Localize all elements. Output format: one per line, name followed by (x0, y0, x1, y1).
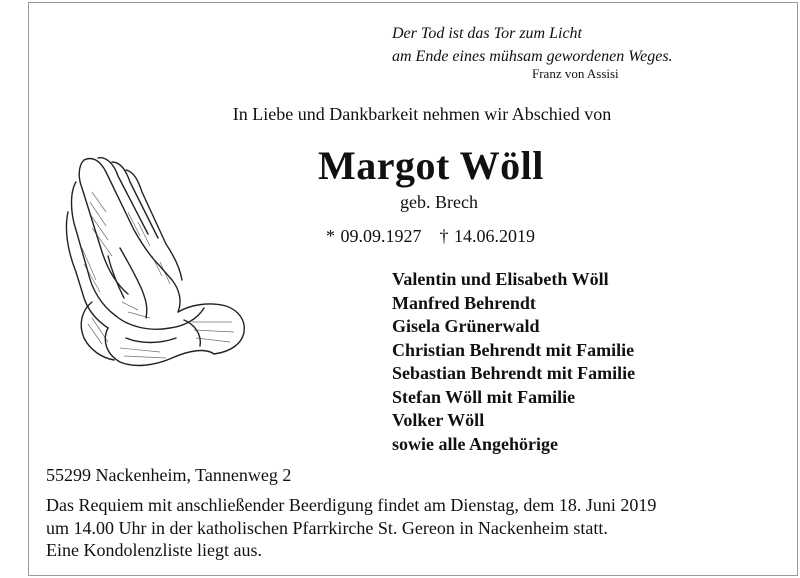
mourner-5: Sebastian Behrendt mit Familie (392, 363, 636, 383)
mourner-6: Stefan Wöll mit Familie (392, 386, 576, 407)
mourner-4: Christian Behrendt mit Familie (392, 339, 635, 360)
mourners-list (392, 268, 635, 456)
praying-hands-icon (62, 152, 250, 370)
notice-line-1: Das Requiem mit anschließender Beerdigung findet am Dienstag, dem 18. Juni 2019 (46, 495, 657, 515)
mourner-8: sowie alle Angehörige (392, 433, 558, 454)
funeral-notice (46, 494, 786, 562)
notice-line-2: um 14.00 Uhr in der katholischen Pfarrkirche St. Gereon in Nackenheim statt. (46, 517, 608, 538)
quote-line-2: am Ende eines mühsam gewordenen Weges. (392, 48, 673, 65)
intro-text: In Liebe und Dankbarkeit nehmen wir Abschied von (232, 104, 612, 124)
death-date: † 14.06.2019 (439, 226, 535, 246)
deceased-name: Margot Wöll (318, 143, 544, 188)
family-address: 55299 Nackenheim, Tannenweg 2 (46, 465, 292, 485)
notice-line-3: Eine Kondolenzliste liegt aus. (46, 540, 262, 560)
quote-line-1: Der Tod ist das Tor zum Licht (392, 25, 582, 42)
mourner-2: Manfred Behrendt (392, 292, 536, 313)
quote-author: Franz von Assisi (532, 66, 619, 81)
mourner-7: Volker Wöll (392, 410, 485, 430)
life-dates (326, 226, 535, 247)
quote (392, 22, 673, 68)
mourner-1: Valentin und Elisabeth Wöll (392, 269, 609, 289)
birth-date: * 09.09.1927 (326, 226, 422, 246)
birth-name: geb. Brech (400, 192, 478, 212)
mourner-3: Gisela Grünerwald (392, 316, 540, 336)
